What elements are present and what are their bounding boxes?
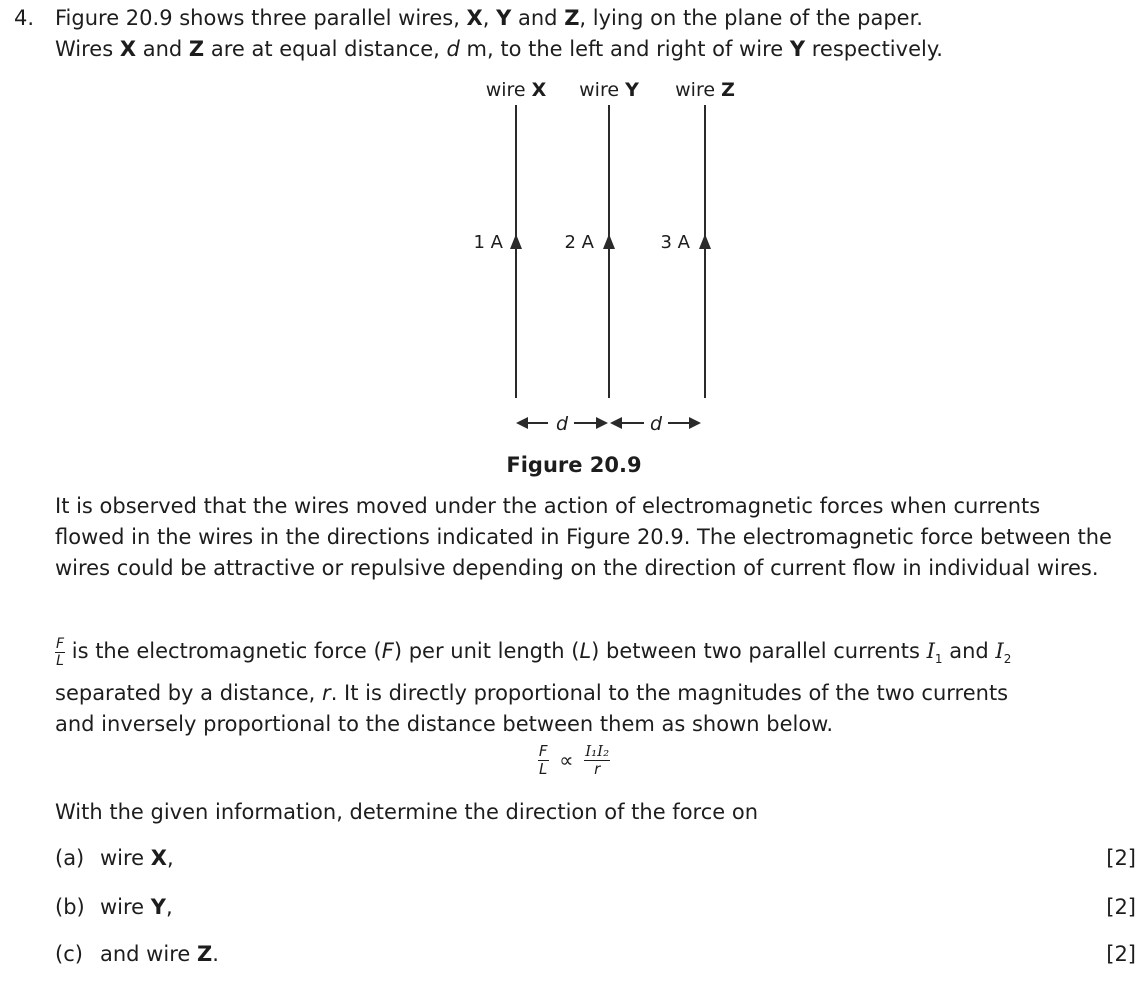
intro-line-1: Figure 20.9 shows three parallel wires, X, Y and Z, lying on the plane of the paper. [55, 6, 923, 30]
paragraph-definition-line-1: $\frac{F}{L}$ is the electromagnetic force (F) per unit length (L) between two parallel currents $I_1$ and $I_2$ [56, 635, 1012, 669]
arrow-right-icon [689, 417, 701, 429]
arrow-left-icon [516, 417, 528, 429]
marks-a: [2] [1106, 846, 1136, 870]
marks-c: [2] [1106, 942, 1136, 966]
marks-b: [2] [1106, 895, 1136, 919]
intro-line-2: Wires X and Z are at equal distance, d m, to the left and right of wire Y respectively. [55, 37, 943, 61]
current-arrow-z-icon [699, 234, 711, 249]
part-a: (a) wire X, [55, 846, 174, 870]
figure-caption: Figure 20.9 [506, 453, 642, 477]
paragraph-observation: It is observed that the wires moved under the action of electromagnetic forces when currents flowed in the wires in the directions indicated in Figure 20.9. The electromagnetic force between the wires could be attractive or repulsive depending on the direction of current flow in individual wires. [55, 494, 1112, 580]
part-b: (b) wire Y, [55, 895, 173, 919]
paragraph-definition-line-2: separated by a distance, r. It is directly proportional to the magnitudes of the two currents [55, 681, 1009, 705]
figure-20-9 [0, 0, 1148, 440]
current-label-y: 2 A [564, 232, 594, 253]
current-label-x: 1 A [473, 232, 503, 253]
spacing-label-2: d [649, 413, 663, 435]
current-label-z: 3 A [660, 232, 690, 253]
current-arrow-x-icon [510, 234, 522, 249]
wire-y-label: wire Y [579, 79, 639, 101]
wire-x-label: wire X [485, 79, 547, 101]
paragraph-definition-line-3: and inversely proportional to the distance between them as shown below. [55, 712, 834, 736]
fraction-f-over-l: $\frac{F}{L}$ [56, 635, 65, 669]
arrow-right-icon [596, 417, 608, 429]
spacing-label-1: d [555, 413, 569, 435]
proportionality-formula: $\frac{F}{L}$ ∝ $\frac{\text{I₁I₂}}{r}$ [538, 742, 610, 778]
current-arrow-y-icon [603, 234, 615, 249]
wire-z-label: wire Z [675, 79, 735, 101]
part-c: (c) and wire Z. [55, 942, 219, 966]
question-prompt: With the given information, determine the direction of the force on [55, 800, 759, 824]
question-number: 4. [14, 6, 35, 30]
